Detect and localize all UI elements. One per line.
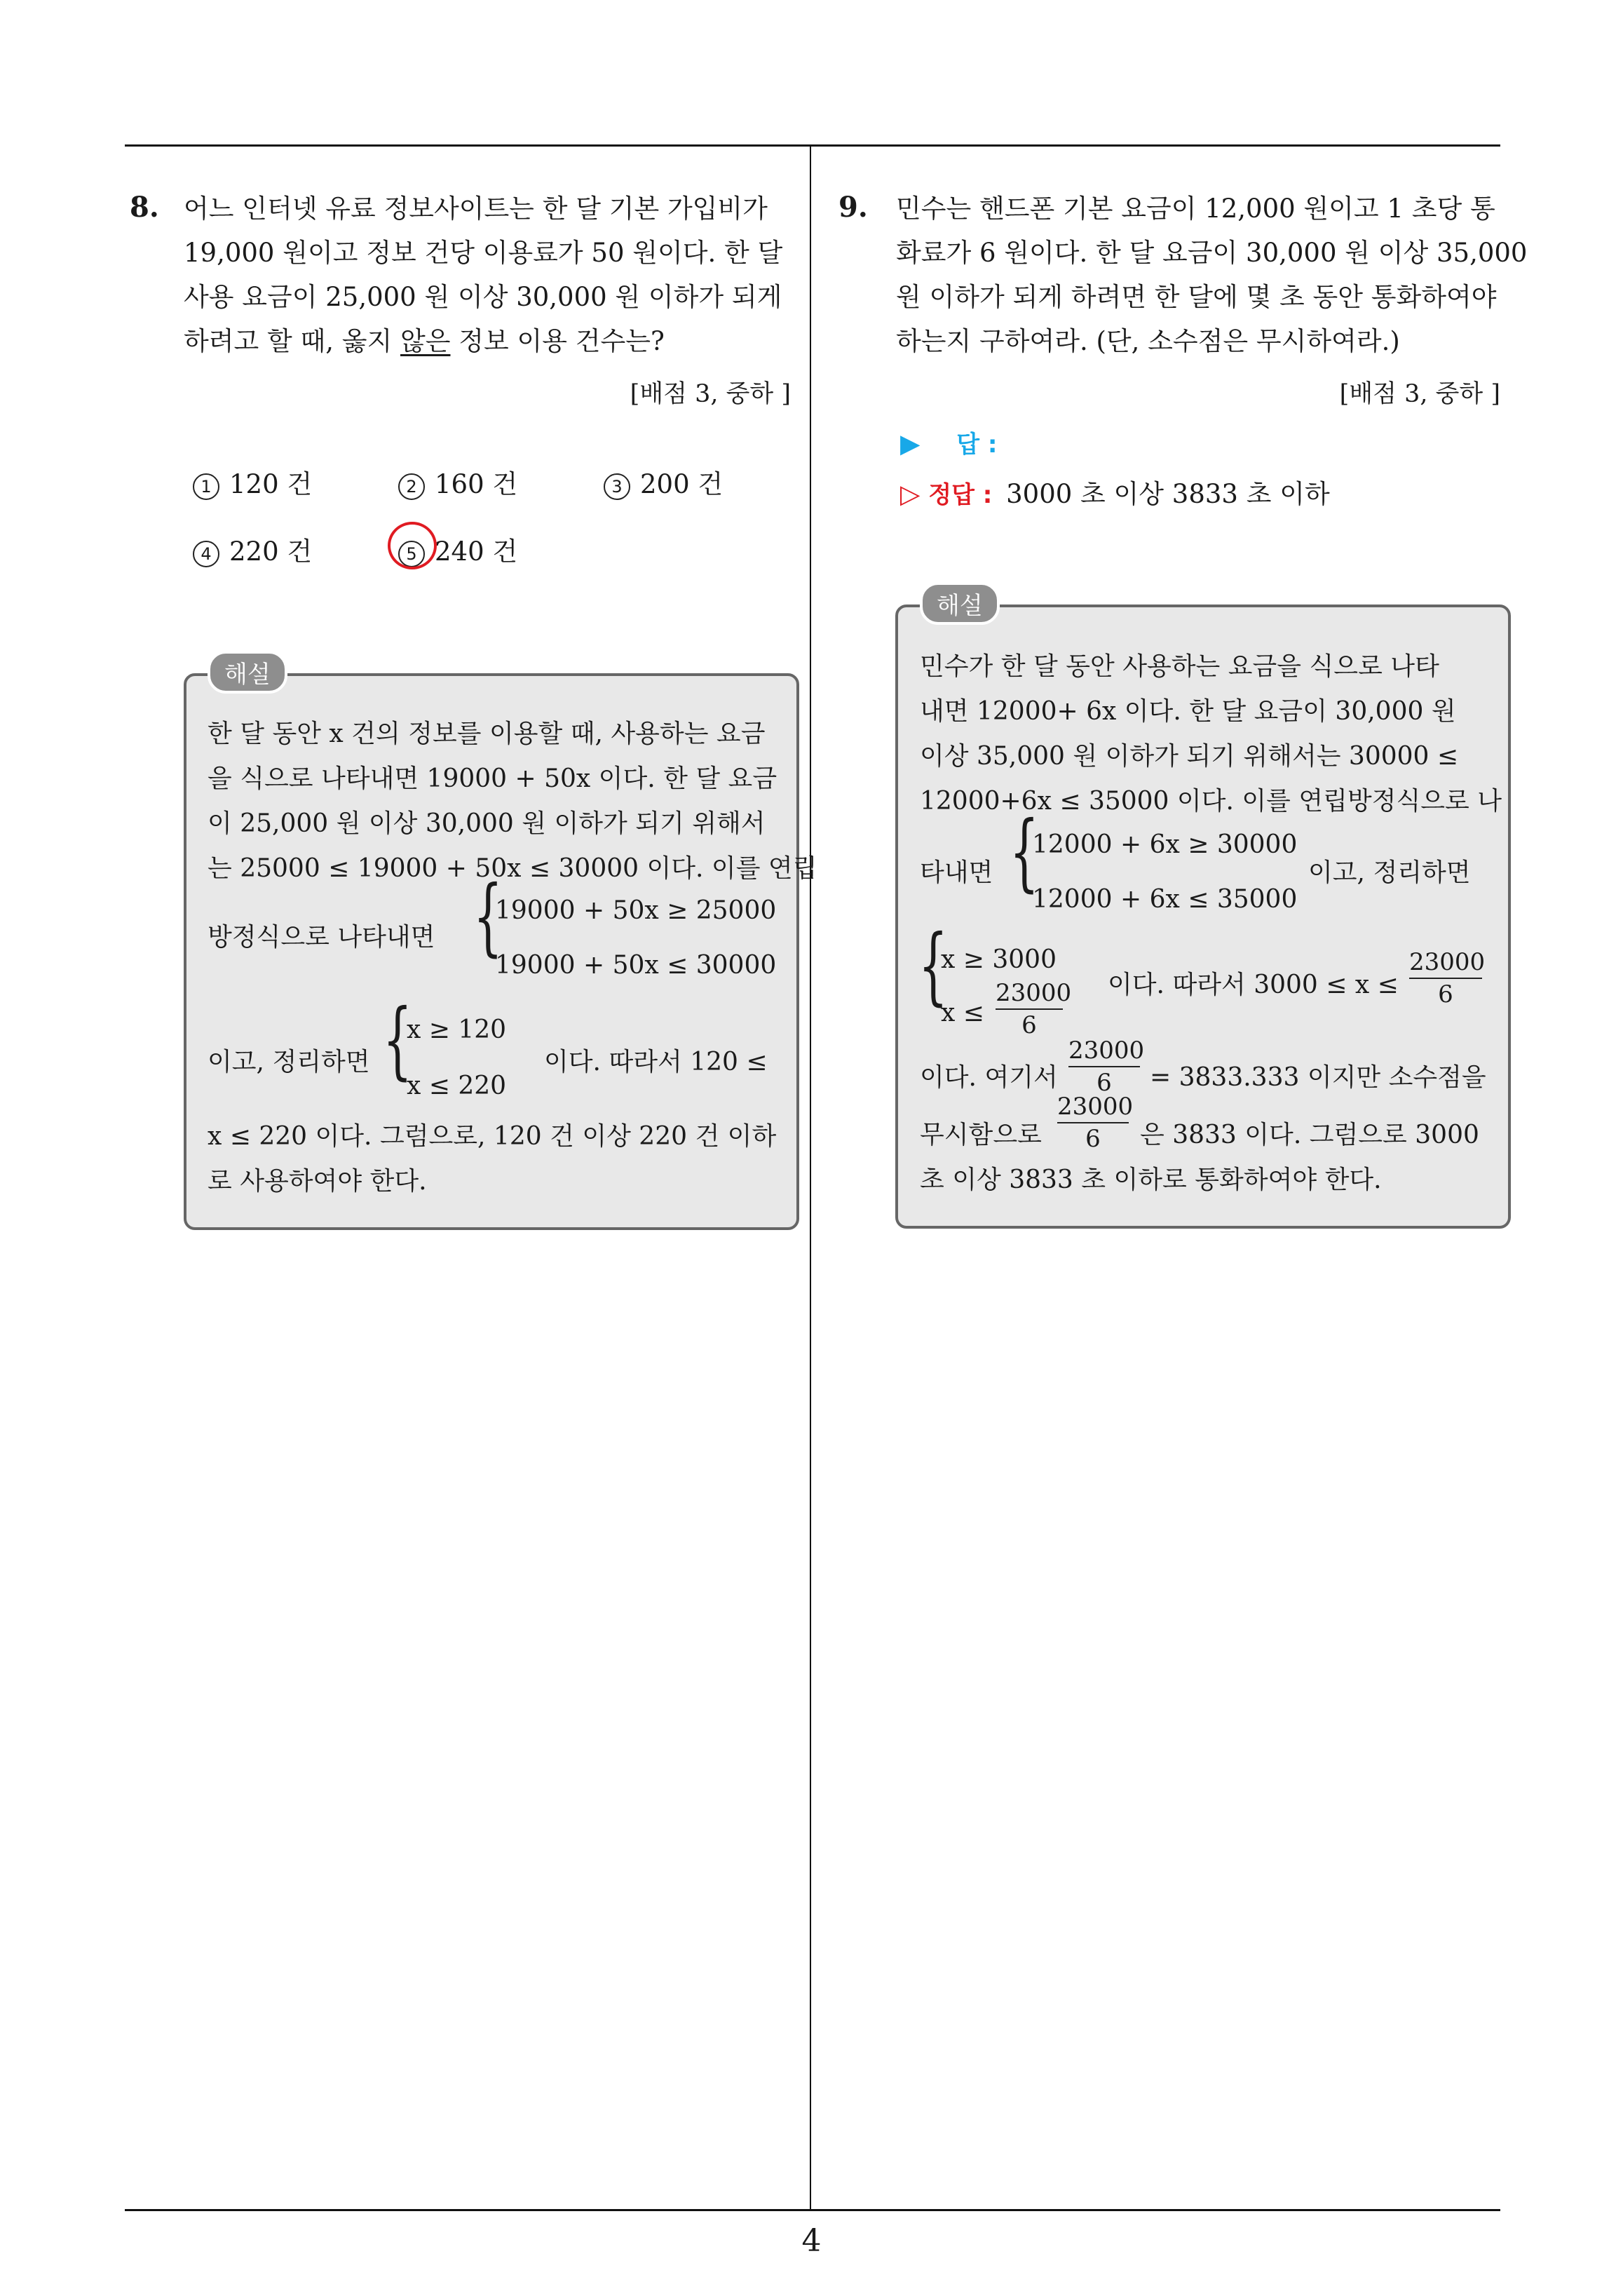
left-brace: {	[918, 917, 948, 1015]
solution-8-line: 이다. 따라서 120 ≤	[544, 1048, 768, 1076]
choice-number: 4	[193, 541, 219, 567]
solution-tag-9: 해설	[920, 582, 1000, 625]
solution-8-line: x ≤ 220 이다. 그럼으로, 120 건 이상 220 건 이하	[208, 1122, 777, 1151]
fraction	[996, 979, 1072, 1039]
fraction-denominator: 6	[1085, 1125, 1101, 1153]
choice-1[interactable]	[193, 463, 312, 501]
solution-9-line: 12000+6x ≤ 35000 이다. 이를 연립방정식으로 나	[920, 787, 1502, 816]
solution-9-line: = 3833.333 이지만 소수점을	[1150, 1063, 1486, 1092]
answer-marker-icon: ▶	[900, 428, 921, 459]
solution-8-line: 로 사용하여야 한다.	[208, 1167, 427, 1196]
system-equation: x ≥ 120	[407, 1015, 507, 1044]
left-brace: {	[383, 992, 412, 1089]
top-rule	[125, 144, 1500, 147]
correct-answer-circle-mark	[388, 522, 437, 569]
answer-row	[900, 425, 998, 459]
system-equation: x ≤ 220	[407, 1072, 507, 1100]
fraction-bar	[996, 1008, 1063, 1010]
choice-number: 5	[398, 541, 425, 567]
solution-9-line: 은 3833 이다. 그럼으로 3000	[1140, 1121, 1479, 1149]
solution-9-line: 내면 12000+ 6x 이다. 한 달 요금이 30,000 원	[920, 697, 1456, 726]
correct-answer-row	[900, 473, 1330, 511]
solution-9-line: 민수가 한 달 동안 사용하는 요금을 식으로 나타	[920, 652, 1439, 681]
question-9-line: 하는지 구하여라. (단, 소수점은 무시하여라.)	[896, 326, 1400, 356]
solution-8-line: 방정식으로 나타내면	[208, 923, 435, 952]
fraction-bar	[1068, 1066, 1140, 1067]
question-8-text	[184, 187, 801, 363]
fraction-denominator: 6	[1438, 980, 1453, 1008]
choice-4[interactable]	[193, 530, 312, 568]
fraction-bar	[1057, 1122, 1129, 1123]
solution-8-line: 이고, 정리하면	[208, 1048, 370, 1076]
correct-answer-value: 3000 초 이상 3833 초 이하	[1006, 479, 1330, 509]
system-equation: 19000 + 50x ≤ 30000	[495, 951, 777, 980]
underlined-word: 않은	[400, 326, 451, 356]
solution-9-line: 무시함으로	[920, 1121, 1042, 1149]
solution-9-line: 초 이상 3833 초 이하로 통화하여야 한다.	[920, 1166, 1382, 1194]
system-equation: 12000 + 6x ≤ 35000	[1032, 885, 1298, 914]
question-9-line: 민수는 핸드폰 기본 요금이 12,000 원이고 1 초당 통	[896, 194, 1495, 224]
solution-9-line: 이고, 정리하면	[1308, 858, 1471, 887]
bottom-rule	[125, 2209, 1500, 2211]
question-8-line: 사용 요금이 25,000 원 이상 30,000 원 이하가 되게	[184, 282, 782, 312]
choice-3[interactable]	[604, 463, 723, 501]
choice-label: 120 건	[229, 469, 313, 499]
left-brace: {	[1010, 804, 1039, 901]
choice-label: 160 건	[435, 469, 518, 499]
solution-9-line: 이다. 여기서	[920, 1063, 1058, 1092]
question-9-text	[896, 187, 1528, 363]
solution-9-line: 이다. 따라서 3000 ≤ x ≤	[1108, 971, 1399, 999]
left-brace: {	[473, 868, 503, 966]
fraction	[1409, 948, 1486, 1008]
fraction-denominator: 6	[1096, 1069, 1112, 1097]
choice-number: 3	[604, 473, 630, 500]
answer-label: 답 :	[956, 431, 998, 459]
system-equation: 12000 + 6x ≥ 30000	[1032, 830, 1298, 859]
question-8-line: 19,000 원이고 정보 건당 이용료가 50 원이다. 한 달	[184, 238, 783, 268]
page-number: 4	[801, 2223, 822, 2259]
fraction-numerator: 23000	[1409, 948, 1486, 976]
system-equation: 19000 + 50x ≥ 25000	[495, 896, 777, 925]
column-divider	[810, 144, 811, 2210]
solution-9-line: 타내면	[920, 858, 993, 887]
fraction-bar	[1409, 978, 1482, 979]
question-8-score: [배점 3, 중하 ]	[630, 380, 791, 408]
solution-8-line: 을 식으로 나타내면 19000 + 50x 이다. 한 달 요금	[208, 764, 777, 793]
correct-answer-label: 정답 :	[928, 481, 993, 509]
choice-number: 2	[398, 473, 425, 500]
question-9-line: 원 이하가 되게 하려면 한 달에 몇 초 동안 통화하여야	[896, 282, 1497, 312]
fraction-denominator: 6	[1021, 1011, 1037, 1039]
solution-8-line: 한 달 동안 x 건의 정보를 이용할 때, 사용하는 요금	[208, 720, 766, 748]
fraction	[1057, 1093, 1134, 1153]
fraction-numerator: 23000	[1057, 1093, 1134, 1121]
solution-9-line: 이상 35,000 원 이하가 되기 위해서는 30000 ≤	[920, 742, 1459, 771]
correct-marker-icon: ▷	[900, 479, 921, 509]
question-9-score: [배점 3, 중하 ]	[1339, 380, 1500, 408]
solution-8-line: 는 25000 ≤ 19000 + 50x ≤ 30000 이다. 이를 연립	[208, 854, 817, 883]
choice-2[interactable]	[398, 463, 517, 501]
fraction-numerator: 23000	[1068, 1036, 1145, 1065]
question-9-line: 화료가 6 원이다. 한 달 요금이 30,000 원 이상 35,000	[896, 238, 1528, 268]
question-8-number: 8.	[130, 191, 159, 224]
question-8-line: 어느 인터넷 유료 정보사이트는 한 달 기본 가입비가	[184, 194, 768, 224]
solution-tag-8: 해설	[208, 651, 287, 694]
fraction	[1068, 1036, 1145, 1097]
solution-8-line: 이 25,000 원 이상 30,000 원 이하가 되기 위해서	[208, 809, 766, 838]
choice-label: 220 건	[229, 536, 313, 567]
system-equation: x ≤	[941, 999, 984, 1027]
system-equation: x ≥ 3000	[941, 945, 1057, 974]
choice-label: 240 건	[435, 536, 518, 567]
question-9-number: 9.	[838, 191, 868, 224]
fraction-numerator: 23000	[996, 979, 1072, 1007]
choice-label: 200 건	[640, 469, 724, 499]
question-8-line: 하려고 할 때, 옳지 않은 정보 이용 건수는?	[184, 326, 665, 356]
choice-number: 1	[193, 473, 219, 500]
